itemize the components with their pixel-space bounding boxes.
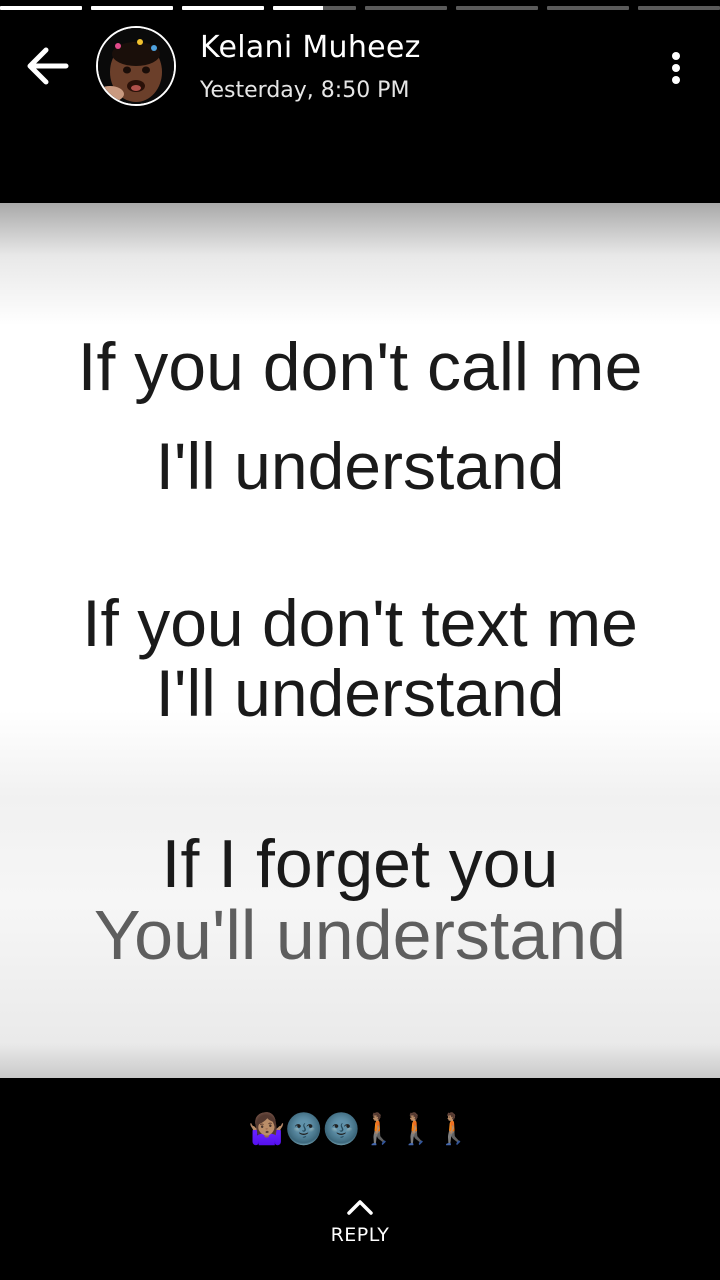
status-timestamp: Yesterday, 8:50 PM <box>200 78 410 103</box>
story-progress-bar <box>0 6 720 10</box>
status-image[interactable] <box>0 203 720 1078</box>
story-text-line: I'll understand <box>155 656 565 730</box>
story-text-line: If I forget you <box>161 826 559 902</box>
progress-segment <box>91 6 173 10</box>
progress-segment <box>638 6 720 10</box>
avatar[interactable] <box>96 26 176 106</box>
back-button[interactable] <box>22 44 72 88</box>
status-header <box>0 20 720 120</box>
story-text-line: I'll understand <box>155 429 565 503</box>
progress-segment <box>182 6 264 10</box>
chevron-up-icon <box>346 1198 374 1216</box>
story-text-line: You'll understand <box>93 896 627 974</box>
baby-face-avatar <box>98 28 174 104</box>
progress-segment <box>547 6 629 10</box>
reply-button[interactable] <box>0 1198 720 1268</box>
progress-segment <box>273 6 355 10</box>
story-text-line: If you don't call me <box>77 329 643 405</box>
contact-name: Kelani Muheez <box>200 30 421 65</box>
status-caption: 🤷🏽‍♀️🌚🌚🚶🏽🚶🏽🚶🏽 <box>247 1112 473 1147</box>
progress-segment <box>0 6 82 10</box>
more-vert-icon <box>664 48 688 88</box>
more-options-button[interactable] <box>664 48 688 88</box>
progress-segment <box>365 6 447 10</box>
story-text-line: If you don't text me <box>82 586 638 660</box>
progress-segment <box>456 6 538 10</box>
reply-label: REPLY <box>330 1224 390 1246</box>
arrow-left-icon <box>22 44 72 88</box>
